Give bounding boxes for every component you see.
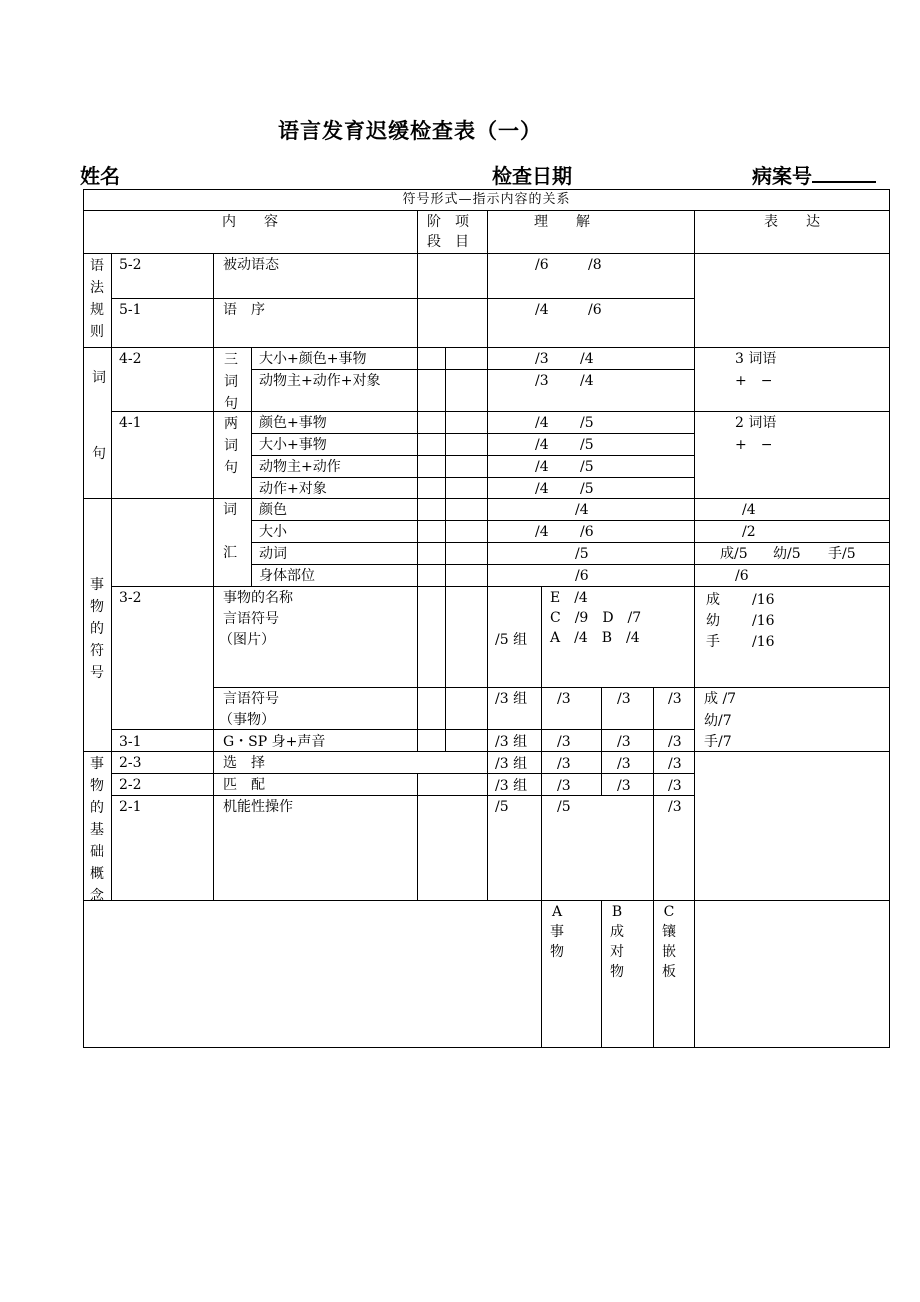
express-value: /4 bbox=[742, 502, 756, 518]
understand-value: /3 bbox=[617, 778, 631, 794]
understand-value: /3 bbox=[617, 756, 631, 772]
two-word-sentence: 两词句 bbox=[224, 416, 238, 476]
level-3-1: 3-1 bbox=[119, 734, 142, 750]
vocabulary-label: 词 bbox=[223, 502, 237, 518]
table-banner: 符号形式—指示内容的关系 bbox=[402, 192, 571, 207]
level-5-2: 5-2 bbox=[119, 257, 142, 273]
item-row: 匹 配 bbox=[223, 777, 265, 793]
item-row: （事物） bbox=[219, 712, 275, 728]
item-row: 机能性操作 bbox=[223, 799, 293, 815]
understand-value: /4 bbox=[535, 302, 549, 318]
express-sign: + − bbox=[735, 373, 773, 389]
understand-value: /8 bbox=[588, 257, 602, 273]
page-title: 语言发育迟缓检查表（一） bbox=[278, 118, 542, 143]
column-item: 段 目 bbox=[427, 234, 469, 250]
understand-value: /4 bbox=[535, 481, 549, 497]
column-content: 内 容 bbox=[222, 214, 278, 230]
level-2-3: 2-3 bbox=[119, 755, 142, 771]
understand-value: /3 bbox=[668, 778, 682, 794]
understand-value: /5 bbox=[557, 799, 571, 815]
understand-group: /3 组 bbox=[495, 734, 528, 750]
item-row: 颜色 bbox=[259, 502, 287, 518]
understand-group: /3 组 bbox=[495, 691, 528, 707]
understand-value: /4 bbox=[580, 351, 594, 367]
understand-value: /6 bbox=[588, 302, 602, 318]
express-value: 手/5 bbox=[828, 546, 856, 562]
group-symbols: 事物的符号 bbox=[90, 577, 104, 681]
understand-value: /4 bbox=[580, 373, 594, 389]
item-row: 大小+事物 bbox=[259, 437, 327, 453]
express-value: /6 bbox=[735, 568, 749, 584]
item-row: 选 择 bbox=[223, 755, 265, 771]
case-number-label: 病案号 bbox=[752, 164, 812, 188]
understand-value: /5 bbox=[580, 481, 594, 497]
level-4-1: 4-1 bbox=[119, 415, 142, 431]
group-word-sentence: 词 bbox=[92, 370, 106, 386]
express-sign: + − bbox=[735, 437, 773, 453]
understand-value: /3 bbox=[668, 799, 682, 815]
understand-value: /3 bbox=[668, 734, 682, 750]
express-label: 成 bbox=[706, 592, 720, 608]
item-row: 大小 bbox=[259, 524, 287, 540]
exam-date-label: 检查日期 bbox=[492, 164, 572, 188]
express-label: 手 bbox=[706, 634, 720, 650]
understand-value: /3 bbox=[557, 734, 571, 750]
understand-value: /3 bbox=[668, 756, 682, 772]
item-row: （图片） bbox=[219, 632, 275, 648]
footer-paired-object: B成对物 bbox=[610, 904, 624, 980]
express-value: /2 bbox=[742, 524, 756, 540]
item-row: 言语符号 bbox=[223, 691, 279, 707]
name-label: 姓名 bbox=[80, 164, 120, 188]
express-value: 幼/7 bbox=[704, 713, 732, 729]
footer-object: A事物 bbox=[550, 904, 564, 960]
item-row: G・SP 身+声音 bbox=[223, 734, 326, 750]
understand-value: /4 bbox=[535, 524, 549, 540]
understand-value: /3 bbox=[535, 351, 549, 367]
column-understand: 理 解 bbox=[534, 214, 590, 230]
item-row: 动作+对象 bbox=[259, 481, 327, 497]
understand-value: /5 bbox=[580, 459, 594, 475]
understand-value: /4 bbox=[535, 415, 549, 431]
understand-value: C /9 D /7 bbox=[550, 610, 642, 626]
level-2-1: 2-1 bbox=[119, 799, 142, 815]
understand-value: /5 bbox=[580, 415, 594, 431]
understand-value: /6 bbox=[580, 524, 594, 540]
understand-value: /3 bbox=[617, 691, 631, 707]
level-3-2: 3-2 bbox=[119, 590, 142, 606]
express-value: 成 /7 bbox=[704, 691, 737, 707]
item-passive: 被动语态 bbox=[223, 257, 279, 273]
three-word-sentence: 三词句 bbox=[224, 352, 238, 412]
understand-value: /5 bbox=[575, 546, 589, 562]
group-basic-concept: 事物的基础概念 bbox=[90, 756, 104, 904]
group-word-sentence: 句 bbox=[92, 446, 106, 462]
understand-value: /3 bbox=[557, 778, 571, 794]
express-value: /16 bbox=[752, 592, 775, 608]
level-5-1: 5-1 bbox=[119, 302, 142, 318]
understand-group: /5 bbox=[495, 799, 509, 815]
item-row: 动物主+动作+对象 bbox=[259, 373, 381, 389]
column-express: 表 达 bbox=[764, 214, 820, 230]
understand-value: /3 bbox=[535, 373, 549, 389]
item-word-order: 语 序 bbox=[223, 302, 265, 318]
item-row: 动词 bbox=[259, 546, 287, 562]
understand-value: /6 bbox=[575, 568, 589, 584]
column-stage: 阶 项 bbox=[427, 214, 469, 230]
express-label: 幼 bbox=[706, 613, 720, 629]
understand-group: /3 组 bbox=[495, 778, 528, 794]
understand-value: /4 bbox=[575, 502, 589, 518]
express-words: 2 词语 bbox=[735, 415, 777, 431]
understand-group: /3 组 bbox=[495, 756, 528, 772]
understand-group: /5 组 bbox=[495, 632, 528, 648]
item-row: 大小+颜色+事物 bbox=[259, 351, 367, 367]
level-4-2: 4-2 bbox=[119, 351, 142, 367]
item-row: 颜色+事物 bbox=[259, 415, 327, 431]
item-row: 身体部位 bbox=[259, 568, 315, 584]
vocabulary-label: 汇 bbox=[223, 545, 237, 561]
express-value: 幼/5 bbox=[773, 546, 801, 562]
group-syntax: 语法规则 bbox=[90, 258, 104, 340]
express-value: /16 bbox=[752, 613, 775, 629]
understand-value: /3 bbox=[557, 756, 571, 772]
item-row: 动物主+动作 bbox=[259, 459, 341, 475]
understand-value: /3 bbox=[557, 691, 571, 707]
express-value: /16 bbox=[752, 634, 775, 650]
footer-inset-board: C镶嵌板 bbox=[662, 904, 676, 980]
understand-value: /4 bbox=[535, 459, 549, 475]
item-row: 言语符号 bbox=[223, 611, 279, 627]
item-row: 事物的名称 bbox=[223, 590, 293, 606]
understand-value: /3 bbox=[668, 691, 682, 707]
level-2-2: 2-2 bbox=[119, 777, 142, 793]
understand-value: /3 bbox=[617, 734, 631, 750]
understand-value: E /4 bbox=[550, 590, 588, 606]
understand-value: /5 bbox=[580, 437, 594, 453]
express-value: 手/7 bbox=[704, 734, 732, 750]
understand-value: /6 bbox=[535, 257, 549, 273]
understand-value: /4 bbox=[535, 437, 549, 453]
express-value: 成/5 bbox=[720, 546, 748, 562]
express-words: 3 词语 bbox=[735, 351, 777, 367]
understand-value: A /4 B /4 bbox=[550, 630, 640, 646]
